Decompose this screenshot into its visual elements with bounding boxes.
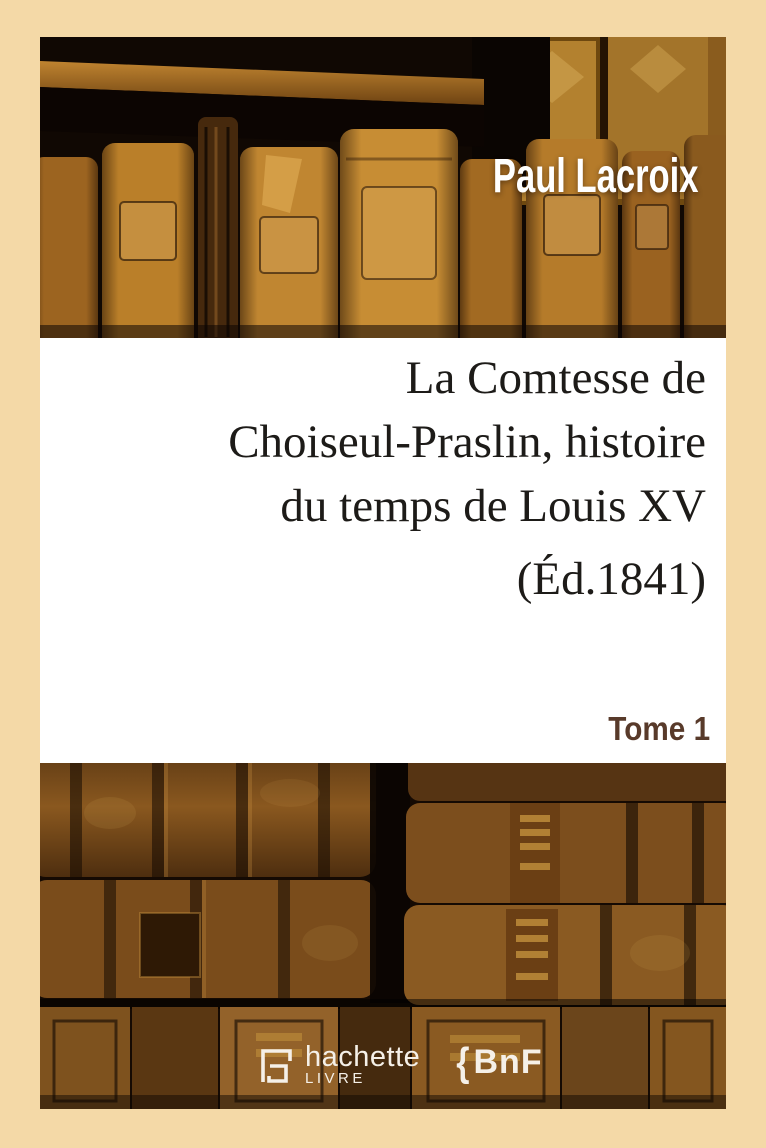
- bnf-wordmark: BnF: [473, 1043, 543, 1081]
- bookshelf-photo-bottom: [40, 763, 726, 1109]
- title-block: [228, 346, 706, 611]
- publisher-logos: [256, 1040, 543, 1087]
- hachette-wordmark-group: [305, 1041, 421, 1087]
- hachette-livre-logo: [256, 1041, 421, 1087]
- bnf-brace-icon: {: [456, 1040, 470, 1086]
- title-line-1: La Comtesse de: [405, 352, 706, 404]
- hachette-logo-icon: [256, 1046, 296, 1084]
- title-band: [40, 338, 726, 763]
- edition-label: (Éd.1841): [516, 553, 706, 605]
- bookshelf-photo-top: [40, 37, 726, 338]
- hachette-wordmark: hachette: [305, 1041, 421, 1073]
- tome-label: Tome 1: [608, 710, 710, 747]
- title-line-2: Choiseul-Praslin, histoire: [228, 416, 706, 468]
- cover-content: [40, 37, 726, 1109]
- author-name: Paul Lacroix: [492, 150, 698, 203]
- title-line-3: du temps de Louis XV: [280, 480, 706, 532]
- bnf-logo: [456, 1040, 543, 1086]
- hachette-livre-label: LIVRE: [305, 1070, 366, 1087]
